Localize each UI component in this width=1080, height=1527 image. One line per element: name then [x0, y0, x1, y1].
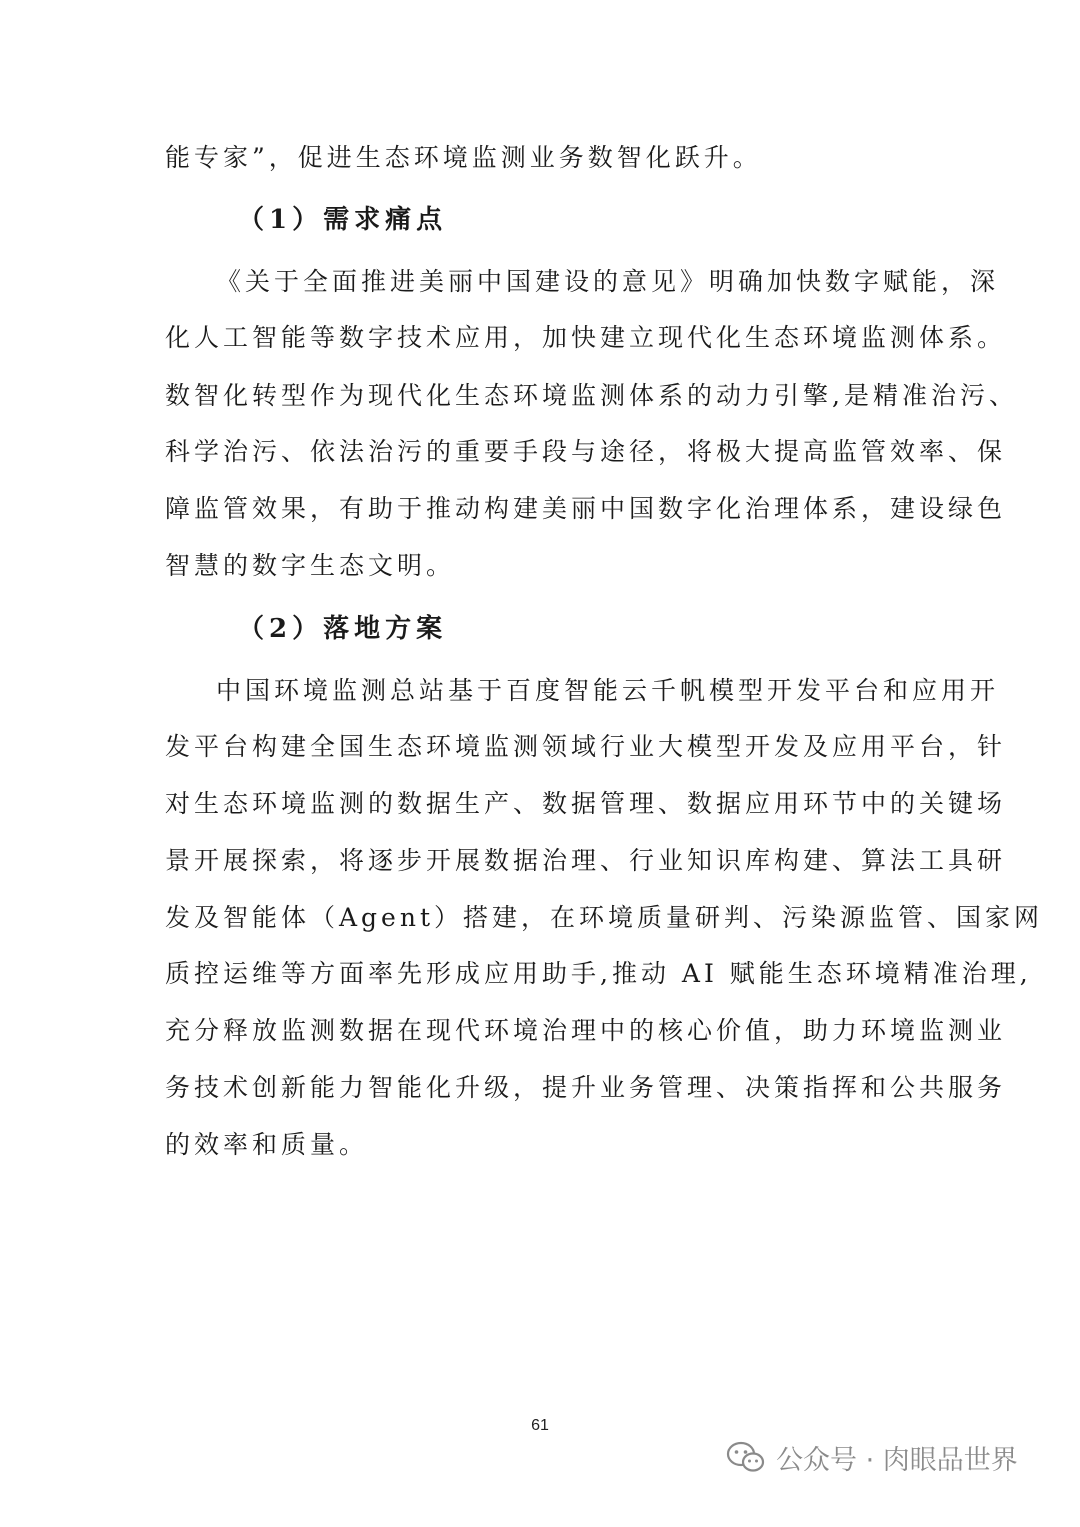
body-line: 科学治污、依法治污的重要手段与途径，将极大提高监管效率、保: [165, 437, 1007, 466]
body-line: 中国环境监测总站基于百度智能云千帆模型开发平台和应用开: [216, 676, 1000, 705]
body-line: 数智化转型作为现代化生态环境监测体系的动力引擎,是精准治污、: [165, 381, 1018, 410]
body-line: 务技术创新能力智能化升级，提升业务管理、决策指挥和公共服务: [165, 1073, 1007, 1102]
wechat-icon: [726, 1440, 766, 1474]
body-line: 质控运维等方面率先形成应用助手,推动 AI 赋能生态环境精准治理,: [165, 959, 1032, 988]
watermark-text: 公众号 · 肉眼品世界: [776, 1444, 1018, 1476]
section-heading-pain-points: （1）需求痛点: [238, 205, 448, 235]
watermark: [726, 1434, 1018, 1480]
body-line: 景开展探索，将逐步开展数据治理、行业知识库构建、算法工具研: [165, 846, 1007, 875]
body-line: 发及智能体（Agent）搭建，在环境质量研判、污染源监管、国家网: [165, 903, 1044, 932]
page-number: 61: [531, 1417, 549, 1434]
body-line: 对生态环境监测的数据生产、数据管理、数据应用环节中的关键场: [165, 789, 1007, 818]
body-line: 能专家”，促进生态环境监测业务数智化跃升。: [165, 143, 762, 172]
body-line: 化人工智能等数字技术应用，加快建立现代化生态环境监测体系。: [165, 323, 1007, 352]
section-heading-solution: （2）落地方案: [238, 614, 448, 644]
body-line: 《关于全面推进美丽中国建设的意见》明确加快数字赋能，深: [216, 267, 1000, 296]
body-line: 障监管效果，有助于推动构建美丽中国数字化治理体系，建设绿色: [165, 494, 1007, 523]
body-line: 智慧的数字生态文明。: [165, 551, 456, 580]
body-line: 充分释放监测数据在现代环境治理中的核心价值，助力环境监测业: [165, 1016, 1007, 1045]
body-line: 的效率和质量。: [165, 1130, 369, 1159]
body-line: 发平台构建全国生态环境监测领域行业大模型开发及应用平台，针: [165, 732, 1007, 761]
